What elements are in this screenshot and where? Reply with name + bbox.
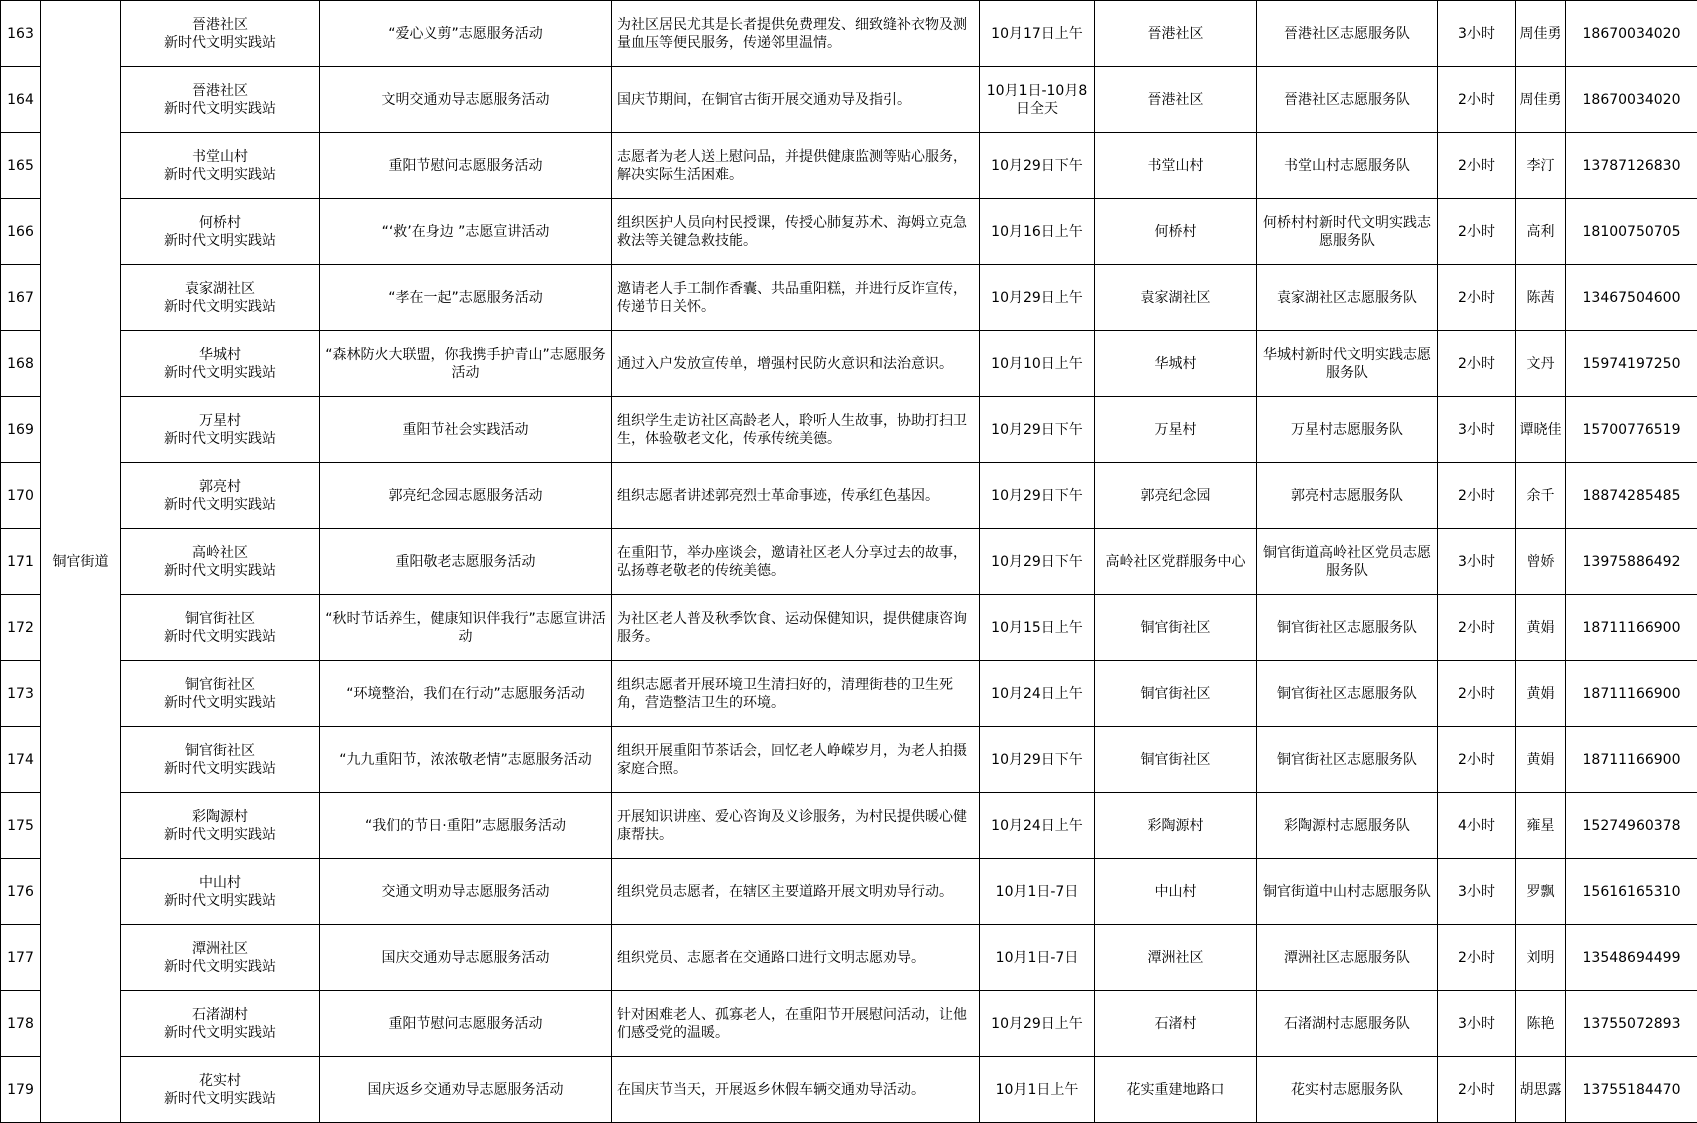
station-suffix: 新时代文明实践站 [164,958,276,975]
activity-content: 组织医护人员向村民授课，传授心肺复苏术、海姆立克急救法等关键急救技能。 [612,199,980,265]
contact-person: 周佳勇 [1516,1,1566,67]
activity-content: 志愿者为老人送上慰问品，并提供健康监测等贴心服务，解决实际生活困难。 [612,133,980,199]
activity-time: 10月17日上午 [980,1,1095,67]
contact-phone: 13787126830 [1566,133,1697,199]
activity-content: 组织党员、志愿者在交通路口进行文明志愿劝导。 [612,925,980,991]
station-suffix: 新时代文明实践站 [164,34,276,51]
station-name: 袁家湖社区 [185,280,255,297]
activity-name: “环境整治，我们在行动”志愿服务活动 [320,661,612,727]
activity-content: 为社区老人普及秋季饮食、运动保健知识，提供健康咨询服务。 [612,595,980,661]
activity-time: 10月29日下午 [980,727,1095,793]
table-row [1,991,1697,1057]
practice-station [121,331,320,397]
activity-name: 国庆交通劝导志愿服务活动 [320,925,612,991]
practice-station [121,727,320,793]
activity-name: 重阳节慰问志愿服务活动 [320,991,612,1057]
row-number: 167 [1,265,41,331]
table-row [1,727,1697,793]
contact-person: 胡思露 [1516,1057,1566,1123]
activity-time: 10月1日-7日 [980,859,1095,925]
station-name: 晉港社区 [192,82,248,99]
practice-station [121,265,320,331]
activity-place: 铜官街社区 [1095,595,1257,661]
activity-duration: 2小时 [1438,199,1516,265]
contact-phone: 18874285485 [1566,463,1697,529]
activity-name: 重阳敬老志愿服务活动 [320,529,612,595]
activity-time: 10月1日-7日 [980,925,1095,991]
row-number: 168 [1,331,41,397]
contact-person: 谭晓佳 [1516,397,1566,463]
activity-name: “我们的节日·重阳”志愿服务活动 [320,793,612,859]
activity-duration: 3小时 [1438,859,1516,925]
station-name: 书堂山村 [192,148,248,165]
activity-time: 10月24日上午 [980,661,1095,727]
activity-name: “九九重阳节，浓浓敬老情”志愿服务活动 [320,727,612,793]
contact-phone: 18670034020 [1566,1,1697,67]
table-row [1,67,1697,133]
volunteer-team: 石渚湖村志愿服务队 [1257,991,1438,1057]
volunteer-team: 晉港社区志愿服务队 [1257,1,1438,67]
activity-name: “森林防火大联盟，你我携手护青山”志愿服务活动 [320,331,612,397]
activity-place: 彩陶源村 [1095,793,1257,859]
activity-time: 10月29日下午 [980,463,1095,529]
activity-place: 万星村 [1095,397,1257,463]
station-suffix: 新时代文明实践站 [164,298,276,315]
contact-phone: 15700776519 [1566,397,1697,463]
station-suffix: 新时代文明实践站 [164,364,276,381]
station-name: 彩陶源村 [192,808,248,825]
activity-time: 10月29日上午 [980,265,1095,331]
contact-phone: 18711166900 [1566,595,1697,661]
contact-phone: 18100750705 [1566,199,1697,265]
activity-place: 书堂山村 [1095,133,1257,199]
activity-duration: 3小时 [1438,397,1516,463]
activity-duration: 2小时 [1438,1057,1516,1123]
row-number: 165 [1,133,41,199]
activity-name: 文明交通劝导志愿服务活动 [320,67,612,133]
contact-person: 雍星 [1516,793,1566,859]
activity-place: 高岭社区党群服务中心 [1095,529,1257,595]
practice-station [121,1057,320,1123]
station-suffix: 新时代文明实践站 [164,232,276,249]
activity-duration: 2小时 [1438,925,1516,991]
station-suffix: 新时代文明实践站 [164,100,276,117]
volunteer-team: 郭亮村志愿服务队 [1257,463,1438,529]
row-number: 169 [1,397,41,463]
activity-time: 10月1日上午 [980,1057,1095,1123]
activity-duration: 3小时 [1438,991,1516,1057]
activity-time: 10月10日上午 [980,331,1095,397]
station-suffix: 新时代文明实践站 [164,430,276,447]
contact-phone: 13755184470 [1566,1057,1697,1123]
station-name: 何桥村 [199,214,241,231]
activity-content: 针对困难老人、孤寡老人，在重阳节开展慰问活动，让他们感受党的温暖。 [612,991,980,1057]
activity-time: 10月15日上午 [980,595,1095,661]
activity-name: 郭亮纪念园志愿服务活动 [320,463,612,529]
volunteer-team: 华城村新时代文明实践志愿服务队 [1257,331,1438,397]
activity-duration: 2小时 [1438,331,1516,397]
contact-person: 刘明 [1516,925,1566,991]
station-suffix: 新时代文明实践站 [164,1090,276,1107]
activity-name: “‘救’在身边 ”志愿宣讲活动 [320,199,612,265]
station-suffix: 新时代文明实践站 [164,694,276,711]
activity-content: 组织学生走访社区高龄老人，聆听人生故事，协助打扫卫生，体验敬老文化，传承传统美德。 [612,397,980,463]
station-suffix: 新时代文明实践站 [164,892,276,909]
contact-person: 陈茜 [1516,265,1566,331]
activity-content: 组织志愿者开展环境卫生清扫好的，清理街巷的卫生死角，营造整洁卫生的环境。 [612,661,980,727]
station-name: 铜官街社区 [185,742,255,759]
activity-time: 10月1日-10月8日全天 [980,67,1095,133]
volunteer-team: 铜官街道高岭社区党员志愿服务队 [1257,529,1438,595]
practice-station [121,859,320,925]
contact-person: 陈艳 [1516,991,1566,1057]
activity-time: 10月29日下午 [980,529,1095,595]
contact-phone: 13975886492 [1566,529,1697,595]
activity-name: “秋时节话养生，健康知识伴我行”志愿宣讲活动 [320,595,612,661]
table-row [1,199,1697,265]
contact-phone: 13755072893 [1566,991,1697,1057]
contact-person: 余千 [1516,463,1566,529]
activity-place: 中山村 [1095,859,1257,925]
station-suffix: 新时代文明实践站 [164,166,276,183]
table-row [1,529,1697,595]
activity-place: 花实重建地路口 [1095,1057,1257,1123]
activity-name: 交通文明劝导志愿服务活动 [320,859,612,925]
station-suffix: 新时代文明实践站 [164,760,276,777]
activity-content: 在重阳节，举办座谈会，邀请社区老人分享过去的故事，弘扬尊老敬老的传统美德。 [612,529,980,595]
activity-place: 潭洲社区 [1095,925,1257,991]
station-name: 潭洲社区 [192,940,248,957]
activity-duration: 4小时 [1438,793,1516,859]
activity-content: 组织开展重阳节茶话会，回忆老人峥嵘岁月，为老人拍摄家庭合照。 [612,727,980,793]
activity-content: 为社区居民尤其是长者提供免费理发、细致缝补衣物及测量血压等便民服务，传递邻里温情。 [612,1,980,67]
activity-name: 国庆返乡交通劝导志愿服务活动 [320,1057,612,1123]
contact-person: 周佳勇 [1516,67,1566,133]
table-body [1,1,1697,1123]
table-row [1,265,1697,331]
practice-station [121,133,320,199]
table-row [1,463,1697,529]
practice-station [121,661,320,727]
row-number: 178 [1,991,41,1057]
volunteer-team: 潭洲社区志愿服务队 [1257,925,1438,991]
contact-phone: 18711166900 [1566,727,1697,793]
volunteer-team: 铜官街社区志愿服务队 [1257,661,1438,727]
row-number: 174 [1,727,41,793]
activity-time: 10月16日上午 [980,199,1095,265]
activity-name: 重阳节社会实践活动 [320,397,612,463]
volunteer-team: 铜官街道中山村志愿服务队 [1257,859,1438,925]
activity-content: 组织志愿者讲述郭亮烈士革命事迹，传承红色基因。 [612,463,980,529]
volunteer-team: 晉港社区志愿服务队 [1257,67,1438,133]
station-suffix: 新时代文明实践站 [164,1024,276,1041]
station-suffix: 新时代文明实践站 [164,562,276,579]
contact-phone: 13548694499 [1566,925,1697,991]
activity-content: 组织党员志愿者，在辖区主要道路开展文明劝导行动。 [612,859,980,925]
activity-duration: 2小时 [1438,67,1516,133]
contact-phone: 18711166900 [1566,661,1697,727]
table-row [1,661,1697,727]
activity-name: 重阳节慰问志愿服务活动 [320,133,612,199]
contact-person: 高利 [1516,199,1566,265]
row-number: 176 [1,859,41,925]
activity-place: 铜官街社区 [1095,727,1257,793]
station-suffix: 新时代文明实践站 [164,628,276,645]
activity-duration: 3小时 [1438,529,1516,595]
activity-place: 郭亮纪念园 [1095,463,1257,529]
row-number: 163 [1,1,41,67]
activity-duration: 2小时 [1438,463,1516,529]
practice-station [121,397,320,463]
practice-station [121,463,320,529]
row-number: 173 [1,661,41,727]
station-name: 铜官街社区 [185,676,255,693]
activity-content: 在国庆节当天，开展返乡休假车辆交通劝导活动。 [612,1057,980,1123]
activity-duration: 2小时 [1438,133,1516,199]
volunteer-team: 何桥村村新时代文明实践志愿服务队 [1257,199,1438,265]
activity-name: “爱心义剪”志愿服务活动 [320,1,612,67]
volunteer-team: 袁家湖社区志愿服务队 [1257,265,1438,331]
practice-station [121,991,320,1057]
contact-phone: 15974197250 [1566,331,1697,397]
activity-name: “孝在一起”志愿服务活动 [320,265,612,331]
contact-person: 罗飘 [1516,859,1566,925]
contact-phone: 13467504600 [1566,265,1697,331]
practice-station [121,529,320,595]
practice-station [121,925,320,991]
activity-time: 10月24日上午 [980,793,1095,859]
contact-phone: 18670034020 [1566,67,1697,133]
station-name: 万星村 [199,412,241,429]
volunteer-team: 万星村志愿服务队 [1257,397,1438,463]
practice-station [121,1,320,67]
activity-time: 10月29日下午 [980,133,1095,199]
activity-place: 袁家湖社区 [1095,265,1257,331]
row-number: 166 [1,199,41,265]
row-number: 177 [1,925,41,991]
table-row [1,1057,1697,1123]
activity-place: 晉港社区 [1095,67,1257,133]
activity-content: 邀请老人手工制作香囊、共品重阳糕，并进行反诈宣传，传递节日关怀。 [612,265,980,331]
table-row [1,133,1697,199]
station-suffix: 新时代文明实践站 [164,826,276,843]
row-number: 175 [1,793,41,859]
station-name: 铜官街社区 [185,610,255,627]
station-suffix: 新时代文明实践站 [164,496,276,513]
activity-duration: 2小时 [1438,661,1516,727]
volunteer-team: 铜官街社区志愿服务队 [1257,727,1438,793]
row-number: 172 [1,595,41,661]
row-number: 171 [1,529,41,595]
station-name: 郭亮村 [199,478,241,495]
volunteer-team: 彩陶源村志愿服务队 [1257,793,1438,859]
activity-place: 华城村 [1095,331,1257,397]
activity-duration: 2小时 [1438,595,1516,661]
table-row [1,859,1697,925]
station-name: 中山村 [199,874,241,891]
contact-person: 文丹 [1516,331,1566,397]
contact-person: 黄娟 [1516,661,1566,727]
practice-station [121,199,320,265]
volunteer-team: 书堂山村志愿服务队 [1257,133,1438,199]
station-name: 花实村 [199,1072,241,1089]
activity-content: 开展知识讲座、爱心咨询及义诊服务，为村民提供暖心健康帮扶。 [612,793,980,859]
station-name: 高岭社区 [192,544,248,561]
activity-place: 石渚村 [1095,991,1257,1057]
table-row [1,1,1697,67]
contact-person: 曾娇 [1516,529,1566,595]
activity-time: 10月29日下午 [980,397,1095,463]
table-row [1,397,1697,463]
contact-phone: 15616165310 [1566,859,1697,925]
activity-duration: 2小时 [1438,727,1516,793]
station-name: 石渚湖村 [192,1006,248,1023]
table-row [1,331,1697,397]
practice-station [121,595,320,661]
row-number: 179 [1,1057,41,1123]
table-row [1,793,1697,859]
table-row [1,595,1697,661]
station-name: 晉港社区 [192,16,248,33]
activity-place: 铜官街社区 [1095,661,1257,727]
practice-station [121,67,320,133]
contact-phone: 15274960378 [1566,793,1697,859]
volunteer-team: 铜官街社区志愿服务队 [1257,595,1438,661]
station-name: 华城村 [199,346,241,363]
activity-duration: 2小时 [1438,265,1516,331]
contact-person: 黄娟 [1516,595,1566,661]
activity-duration: 3小时 [1438,1,1516,67]
activity-content: 通过入户发放宣传单，增强村民防火意识和法治意识。 [612,331,980,397]
row-number: 164 [1,67,41,133]
contact-person: 李汀 [1516,133,1566,199]
activity-time: 10月29日上午 [980,991,1095,1057]
table-row [1,925,1697,991]
volunteer-team: 花实村志愿服务队 [1257,1057,1438,1123]
row-number: 170 [1,463,41,529]
contact-person: 黄娟 [1516,727,1566,793]
activity-content: 国庆节期间，在铜官古街开展交通劝导及指引。 [612,67,980,133]
activity-place: 何桥村 [1095,199,1257,265]
activity-place: 晉港社区 [1095,1,1257,67]
street-name: 铜官街道 [41,1,121,1123]
practice-station [121,793,320,859]
